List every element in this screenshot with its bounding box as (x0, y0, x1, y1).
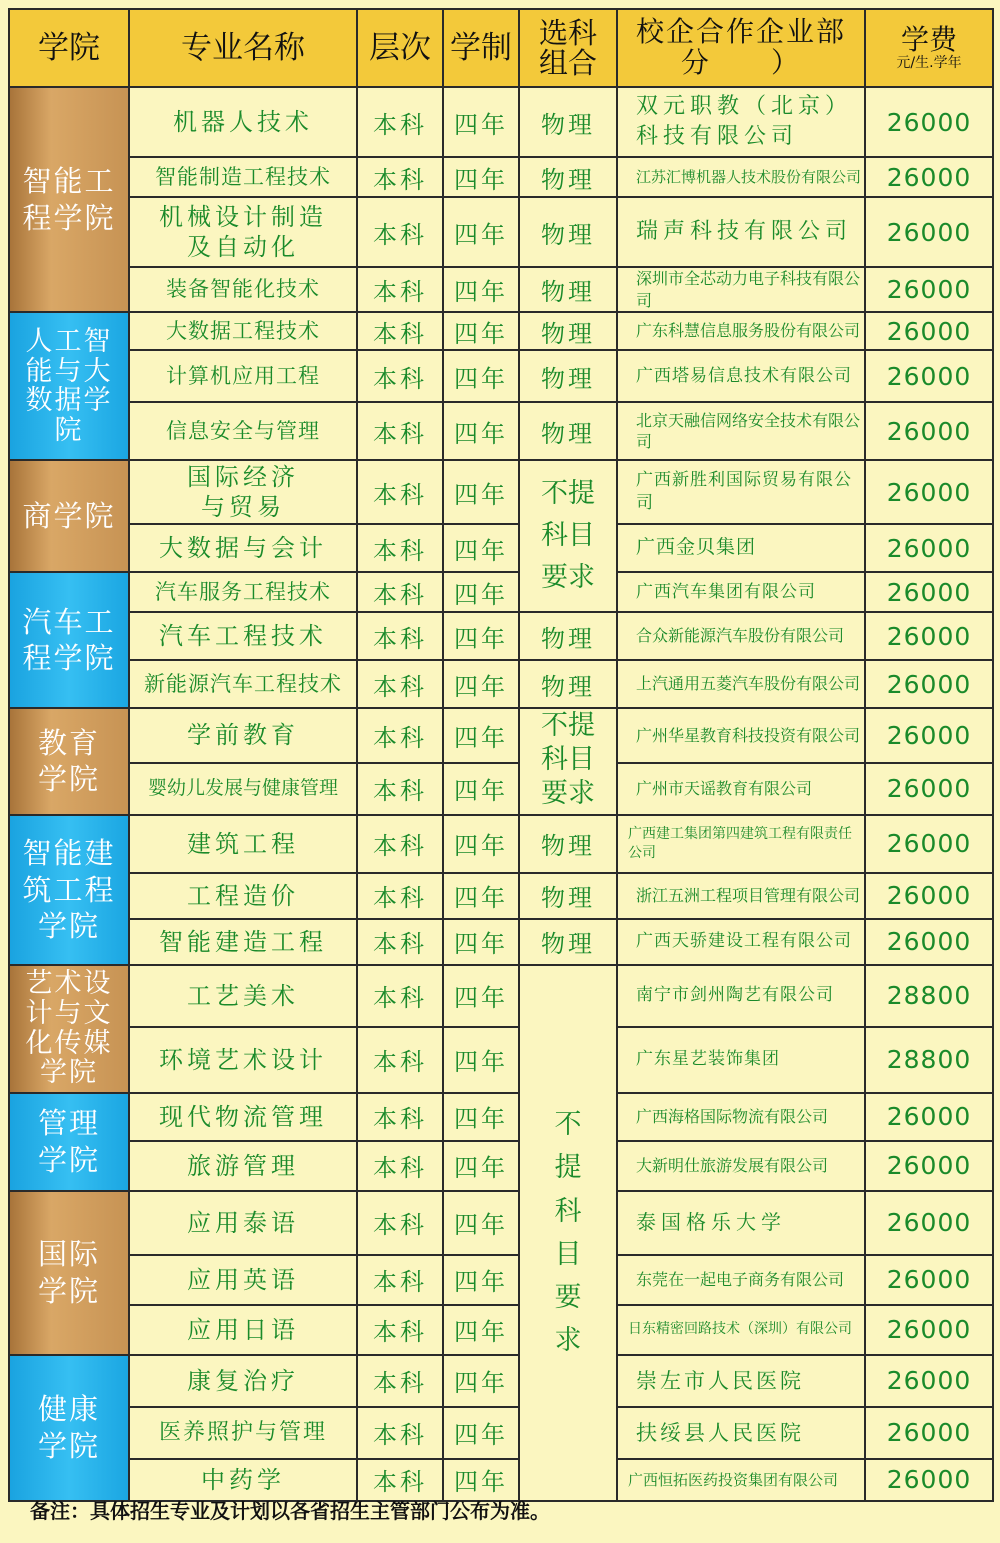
subject-cell: 物理 (519, 919, 617, 965)
duration-cell: 四年 (443, 312, 519, 350)
level-cell: 本科 (357, 350, 443, 402)
duration-cell: 四年 (443, 1141, 519, 1191)
table-row (9, 873, 993, 919)
table-row (9, 1191, 993, 1255)
fee-cell: 26000 (865, 612, 993, 660)
college-name: 智能建筑工程学院 (22, 836, 116, 943)
company-cell: 广西新胜利国际贸易有限公司 (617, 460, 865, 524)
duration-cell: 四年 (443, 763, 519, 815)
subject-cell: 物理 (519, 87, 617, 157)
table-row (9, 312, 993, 350)
college-name: 智能工程学院 (22, 164, 116, 235)
table-row (9, 157, 993, 197)
subject-cell: 物理 (519, 157, 617, 197)
no-subject-requirement-cell (519, 965, 617, 1501)
subject-cell: 物理 (519, 312, 617, 350)
level-cell: 本科 (357, 157, 443, 197)
company-cell: 广西金贝集团 (617, 524, 865, 572)
fee-cell: 26000 (865, 1141, 993, 1191)
table-row (9, 460, 993, 524)
major-cell: 环境艺术设计 (129, 1027, 357, 1093)
company-cell: 南宁市剑州陶艺有限公司 (617, 965, 865, 1027)
duration-cell: 四年 (443, 815, 519, 873)
duration-cell: 四年 (443, 612, 519, 660)
table-row (9, 763, 993, 815)
duration-cell: 四年 (443, 402, 519, 460)
company-cell: 泰国格乐大学 (617, 1191, 865, 1255)
fee-cell: 26000 (865, 197, 993, 267)
company-cell: 广西海格国际物流有限公司 (617, 1093, 865, 1141)
major-cell: 建筑工程 (129, 815, 357, 873)
college-cell (9, 312, 129, 460)
level-cell: 本科 (357, 312, 443, 350)
subject-cell: 物理 (519, 267, 617, 312)
duration-cell: 四年 (443, 1305, 519, 1355)
company-cell: 广西建工集团第四建筑工程有限责任公司 (617, 815, 865, 873)
table-row (9, 708, 993, 762)
major-cell: 康复治疗 (129, 1355, 357, 1407)
major-cell: 智能建造工程 (129, 919, 357, 965)
college-name: 艺术设计与文化传媒学院 (25, 968, 113, 1089)
table-row (9, 87, 993, 157)
subject-cell: 物理 (519, 612, 617, 660)
fee-cell: 26000 (865, 312, 993, 350)
major-cell: 旅游管理 (129, 1141, 357, 1191)
table-row (9, 1355, 993, 1407)
duration-cell: 四年 (443, 965, 519, 1027)
college-name: 国际学院 (37, 1237, 100, 1308)
major-cell: 机器人技术 (129, 87, 357, 157)
level-cell: 本科 (357, 612, 443, 660)
fee-cell: 26000 (865, 524, 993, 572)
level-cell: 本科 (357, 1305, 443, 1355)
header-subjects (519, 9, 617, 87)
level-cell: 本科 (357, 1027, 443, 1093)
fee-cell: 26000 (865, 350, 993, 402)
level-cell: 本科 (357, 267, 443, 312)
fee-cell: 26000 (865, 1407, 993, 1459)
major-cell: 汽车工程技术 (129, 612, 357, 660)
fee-cell: 26000 (865, 1191, 993, 1255)
duration-cell: 四年 (443, 873, 519, 919)
level-cell: 本科 (357, 87, 443, 157)
fee-cell: 26000 (865, 1305, 993, 1355)
level-cell: 本科 (357, 524, 443, 572)
level-cell: 本科 (357, 1093, 443, 1141)
college-name: 管理学院 (37, 1106, 100, 1177)
company-cell: 广东星艺装饰集团 (617, 1027, 865, 1093)
fee-cell: 26000 (865, 1459, 993, 1501)
level-cell: 本科 (357, 919, 443, 965)
duration-cell: 四年 (443, 919, 519, 965)
level-cell: 本科 (357, 1141, 443, 1191)
fee-cell: 26000 (865, 919, 993, 965)
table-row (9, 402, 993, 460)
college-cell (9, 815, 129, 965)
major-cell: 大数据与会计 (129, 524, 357, 572)
major-cell: 工程造价 (129, 873, 357, 919)
duration-cell: 四年 (443, 267, 519, 312)
table-row (9, 350, 993, 402)
college-cell (9, 572, 129, 708)
major-cell: 应用日语 (129, 1305, 357, 1355)
company-cell: 广西恒拓医药投资集团有限公司 (617, 1459, 865, 1501)
duration-cell: 四年 (443, 1459, 519, 1501)
table-row (9, 197, 993, 267)
college-cell (9, 965, 129, 1093)
level-cell: 本科 (357, 1459, 443, 1501)
company-cell: 广西天骄建设工程有限公司 (617, 919, 865, 965)
fee-cell: 26000 (865, 1093, 993, 1141)
table-row (9, 815, 993, 873)
table-row (9, 1407, 993, 1459)
major-cell: 大数据工程技术 (129, 312, 357, 350)
company-cell: 广西塔易信息技术有限公司 (617, 350, 865, 402)
fee-cell: 28800 (865, 965, 993, 1027)
level-cell: 本科 (357, 708, 443, 762)
duration-cell: 四年 (443, 87, 519, 157)
enrollment-table (8, 8, 994, 1502)
company-cell: 广州市天谣教育有限公司 (617, 763, 865, 815)
company-cell: 浙江五洲工程项目管理有限公司 (617, 873, 865, 919)
level-cell: 本科 (357, 1191, 443, 1255)
company-cell: 上汽通用五菱汽车股份有限公司 (617, 660, 865, 708)
table-row (9, 524, 993, 572)
major-cell (129, 197, 357, 267)
company-cell: 广西汽车集团有限公司 (617, 572, 865, 612)
company-cell: 江苏汇博机器人技术股份有限公司 (617, 157, 865, 197)
header-fee-unit: 元/生.学年 (896, 55, 962, 72)
table-row (9, 1255, 993, 1305)
company-cell: 合众新能源汽车股份有限公司 (617, 612, 865, 660)
header-major: 专业名称 (129, 9, 357, 87)
subject-cell: 物理 (519, 350, 617, 402)
duration-cell: 四年 (443, 572, 519, 612)
level-cell: 本科 (357, 763, 443, 815)
fee-cell: 26000 (865, 157, 993, 197)
fee-cell: 26000 (865, 460, 993, 524)
level-cell: 本科 (357, 660, 443, 708)
college-cell (9, 1191, 129, 1355)
level-cell: 本科 (357, 197, 443, 267)
duration-cell: 四年 (443, 1027, 519, 1093)
table-row (9, 1141, 993, 1191)
college-name: 汽车工程学院 (22, 604, 116, 676)
level-cell: 本科 (357, 815, 443, 873)
subject-cell: 物理 (519, 660, 617, 708)
subject-cell: 物理 (519, 402, 617, 460)
duration-cell: 四年 (443, 1093, 519, 1141)
fee-cell: 26000 (865, 1255, 993, 1305)
college-cell (9, 708, 129, 815)
fee-cell: 26000 (865, 402, 993, 460)
major-cell: 汽车服务工程技术 (129, 572, 357, 612)
major-text: 国际经济与贸易 (187, 463, 299, 522)
duration-cell: 四年 (443, 708, 519, 762)
company-cell: 扶绥县人民医院 (617, 1407, 865, 1459)
company-cell: 广州华星教育科技投资有限公司 (617, 708, 865, 762)
major-cell: 新能源汽车工程技术 (129, 660, 357, 708)
company-cell: 崇左市人民医院 (617, 1355, 865, 1407)
major-cell: 中药学 (129, 1459, 357, 1501)
no-subject-requirement-text: 不提科目要求 (541, 478, 595, 594)
duration-cell: 四年 (443, 460, 519, 524)
no-subject-requirement-cell (519, 460, 617, 612)
level-cell: 本科 (357, 873, 443, 919)
footnote: 备注：具体招生专业及计划以各省招生主管部门公布为准。 (30, 1499, 550, 1523)
table-row (9, 1305, 993, 1355)
duration-cell: 四年 (443, 1255, 519, 1305)
duration-cell: 四年 (443, 157, 519, 197)
table-row (9, 1027, 993, 1093)
college-name: 健康学院 (37, 1392, 100, 1463)
table-row (9, 267, 993, 312)
major-cell: 信息安全与管理 (129, 402, 357, 460)
fee-cell: 26000 (865, 1355, 993, 1407)
level-cell: 本科 (357, 1255, 443, 1305)
table-row (9, 612, 993, 660)
header-subjects-text: 选科组合 (538, 15, 597, 80)
header-company-text: 校企合作企业部分 ） (635, 15, 846, 79)
level-cell: 本科 (357, 965, 443, 1027)
college-cell: 商学院 (9, 460, 129, 572)
major-cell: 婴幼儿发展与健康管理 (129, 763, 357, 815)
company-cell: 东莞在一起电子商务有限公司 (617, 1255, 865, 1305)
enrollment-table-container (8, 8, 992, 1497)
header-level: 层次 (357, 9, 443, 87)
no-subject-requirement-text: 不提科目要求 (554, 1109, 582, 1357)
major-cell: 装备智能化技术 (129, 267, 357, 312)
table-row (9, 965, 993, 1027)
table-row (9, 572, 993, 612)
company-cell: 广东科慧信息服务股份有限公司 (617, 312, 865, 350)
header-fee-text: 学费 (900, 22, 957, 56)
fee-cell: 26000 (865, 815, 993, 873)
major-cell: 智能制造工程技术 (129, 157, 357, 197)
duration-cell: 四年 (443, 1191, 519, 1255)
college-cell (9, 87, 129, 312)
fee-cell: 26000 (865, 873, 993, 919)
level-cell: 本科 (357, 402, 443, 460)
level-cell: 本科 (357, 1355, 443, 1407)
company-cell: 深圳市全芯动力电子科技有限公司 (617, 267, 865, 312)
table-row (9, 1093, 993, 1141)
table-row (9, 919, 993, 965)
fee-cell: 28800 (865, 1027, 993, 1093)
fee-cell: 26000 (865, 267, 993, 312)
duration-cell: 四年 (443, 1355, 519, 1407)
header-fee (865, 9, 993, 87)
subject-cell: 物理 (519, 197, 617, 267)
table-row (9, 660, 993, 708)
subject-cell: 物理 (519, 873, 617, 919)
company-cell: 日东精密回路技术（深圳）有限公司 (617, 1305, 865, 1355)
fee-cell: 26000 (865, 660, 993, 708)
no-subject-requirement-cell (519, 708, 617, 815)
subject-cell: 物理 (519, 815, 617, 873)
college-name: 人工智能与大数据学院 (25, 325, 113, 446)
fee-cell: 26000 (865, 572, 993, 612)
header-duration: 学制 (443, 9, 519, 87)
duration-cell: 四年 (443, 350, 519, 402)
header-college: 学院 (9, 9, 129, 87)
company-cell: 双元职教（北京）科技有限公司 (617, 87, 865, 157)
fee-cell: 26000 (865, 87, 993, 157)
college-cell (9, 1093, 129, 1191)
header-company (617, 9, 865, 87)
major-cell: 医养照护与管理 (129, 1407, 357, 1459)
level-cell: 本科 (357, 460, 443, 524)
college-name: 教育学院 (37, 726, 100, 797)
no-subject-requirement-text: 不提科目要求 (541, 710, 595, 809)
level-cell: 本科 (357, 572, 443, 612)
major-cell: 应用泰语 (129, 1191, 357, 1255)
major-text: 机械设计制造及自动化 (159, 203, 327, 261)
major-cell: 现代物流管理 (129, 1093, 357, 1141)
college-cell (9, 1355, 129, 1501)
company-cell: 北京天融信网络安全技术有限公司 (617, 402, 865, 460)
duration-cell: 四年 (443, 660, 519, 708)
duration-cell: 四年 (443, 1407, 519, 1459)
fee-cell: 26000 (865, 763, 993, 815)
header-row (9, 9, 993, 87)
duration-cell: 四年 (443, 524, 519, 572)
company-cell: 瑞声科技有限公司 (617, 197, 865, 267)
major-cell: 计算机应用工程 (129, 350, 357, 402)
duration-cell: 四年 (443, 197, 519, 267)
company-cell: 大新明仕旅游发展有限公司 (617, 1141, 865, 1191)
major-cell: 学前教育 (129, 708, 357, 762)
level-cell: 本科 (357, 1407, 443, 1459)
major-cell: 应用英语 (129, 1255, 357, 1305)
fee-cell: 26000 (865, 708, 993, 762)
major-cell: 工艺美术 (129, 965, 357, 1027)
major-cell (129, 460, 357, 524)
